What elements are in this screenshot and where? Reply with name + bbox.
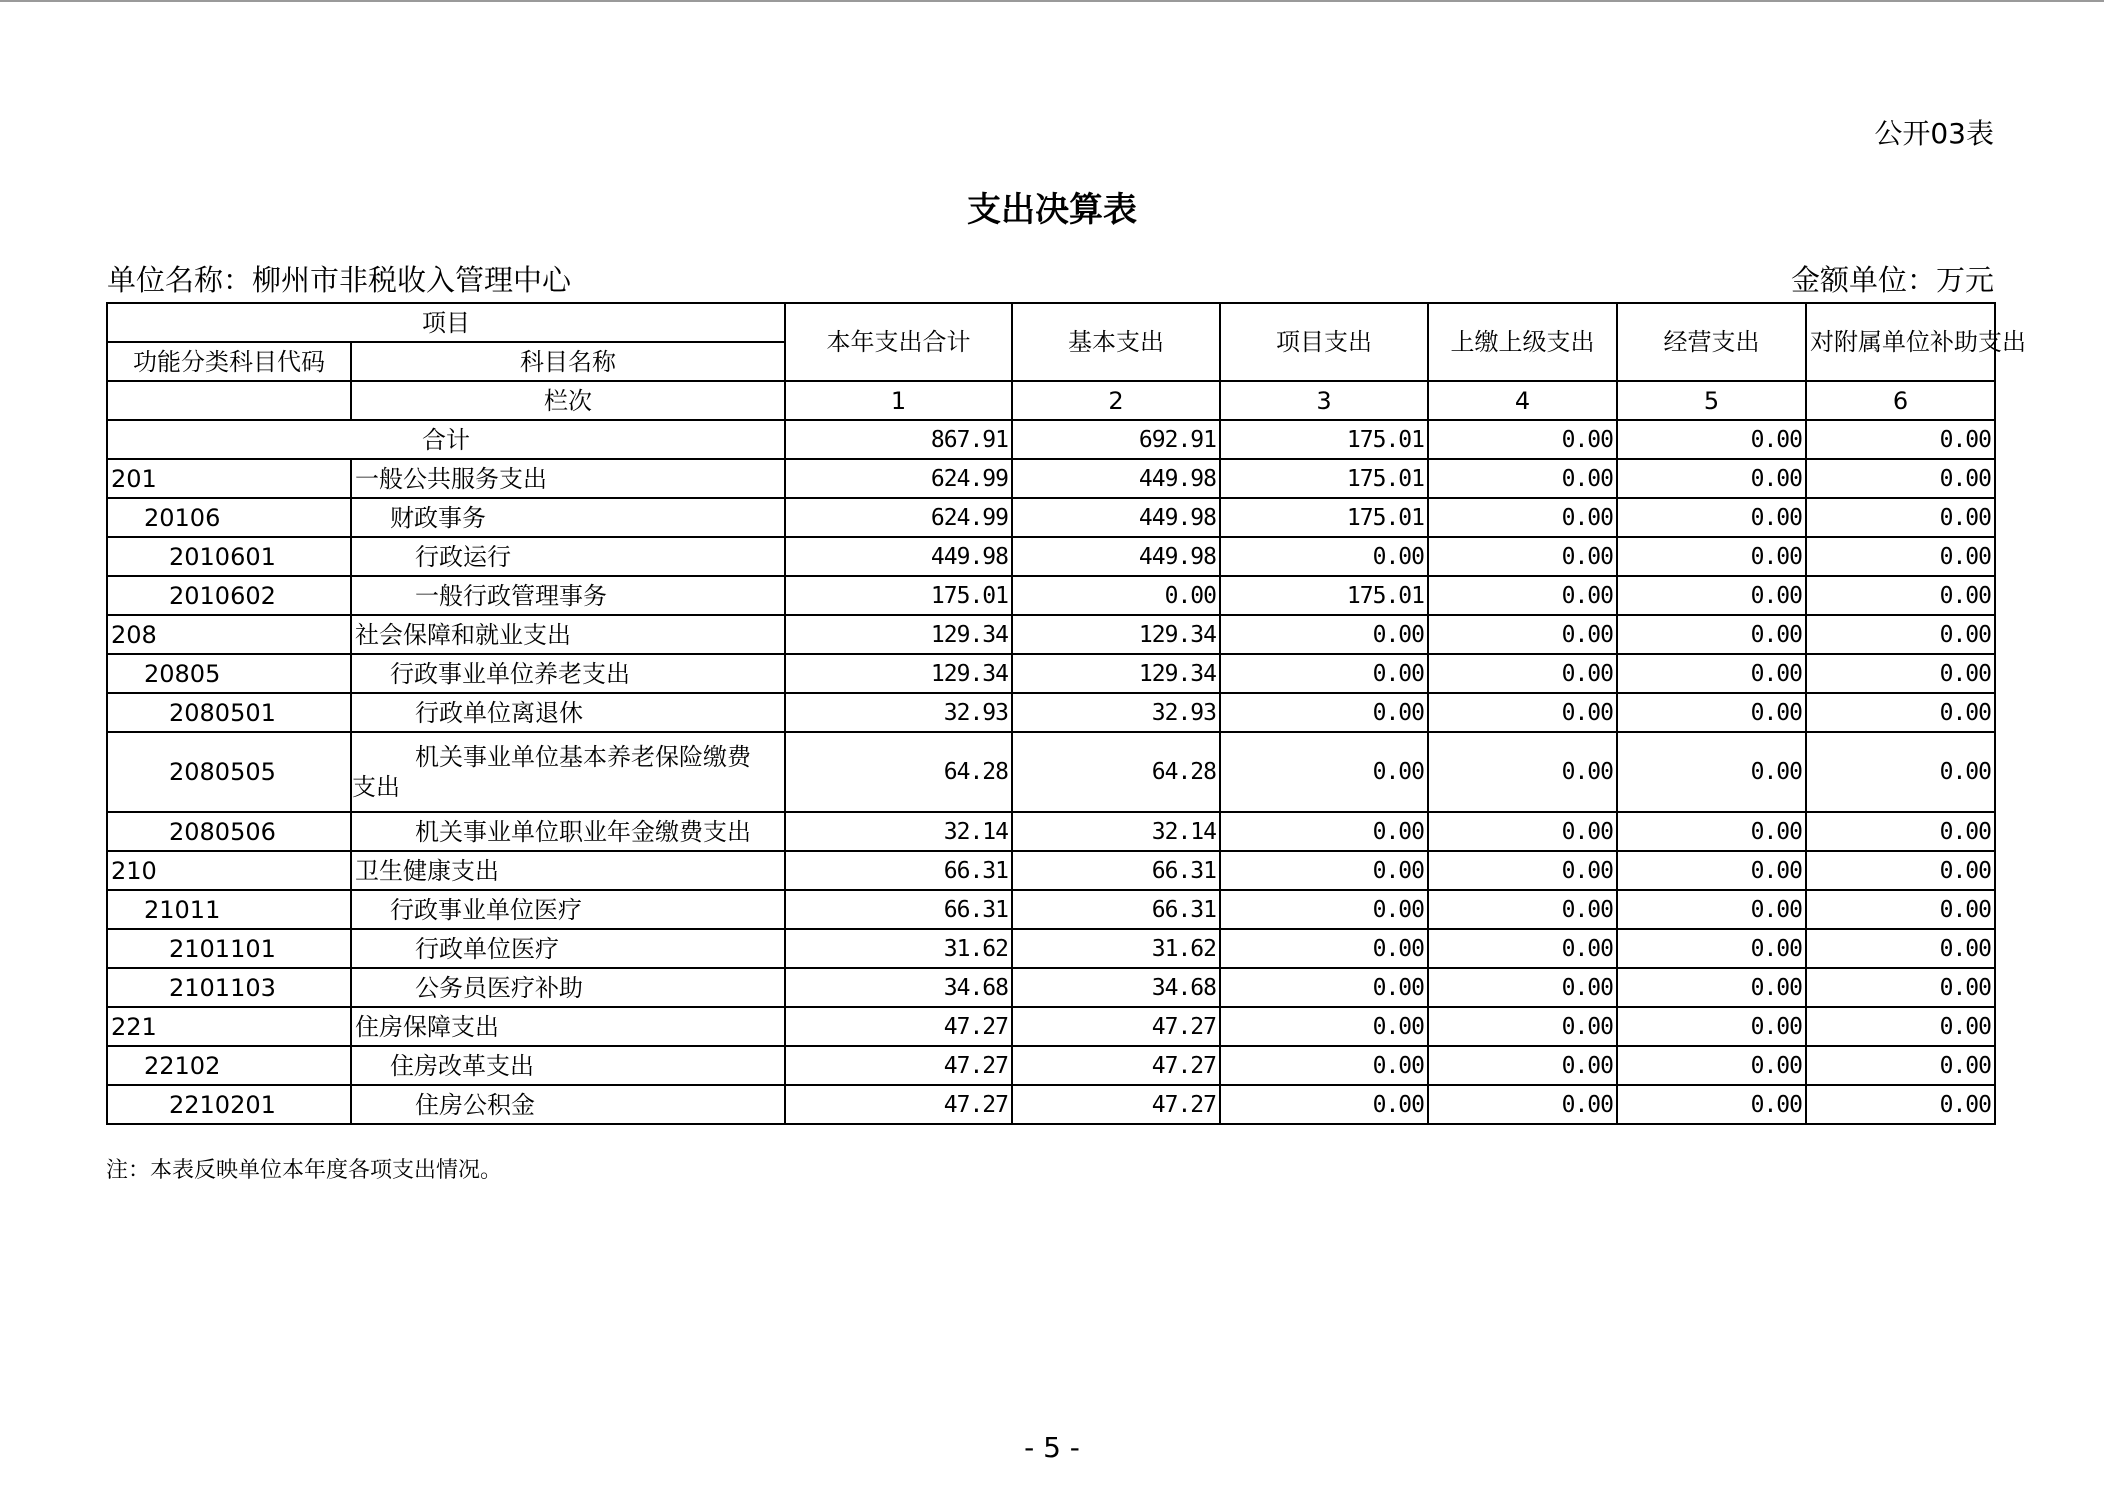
- amount-cell: 449.98: [1012, 459, 1220, 498]
- amount-cell: 0.00: [1220, 615, 1428, 654]
- column-index: 3: [1220, 381, 1428, 420]
- amount-cell: 0.00: [1428, 732, 1617, 812]
- document-title: 支出决算表: [967, 190, 1137, 230]
- column-index: 5: [1617, 381, 1806, 420]
- subject-name: 一般行政管理事务: [351, 576, 785, 615]
- amount-cell: 0.00: [1428, 929, 1617, 968]
- summary-value: 0.00: [1806, 420, 1995, 459]
- money-unit: 金额单位：万元: [1790, 263, 1994, 297]
- amount-cell: 0.00: [1428, 1007, 1617, 1046]
- amount-cell: 0.00: [1806, 459, 1995, 498]
- amount-cell: 0.00: [1806, 732, 1995, 812]
- subject-name: 住房公积金: [351, 1085, 785, 1124]
- subject-code: 20106: [107, 498, 351, 537]
- table-row: [107, 498, 1995, 537]
- amount-cell: 624.99: [785, 459, 1012, 498]
- amount-cell: 0.00: [1428, 615, 1617, 654]
- amount-cell: 0.00: [1617, 890, 1806, 929]
- subject-code: 20805: [107, 654, 351, 693]
- amount-cell: 0.00: [1428, 654, 1617, 693]
- amount-cell: 0.00: [1617, 1007, 1806, 1046]
- column-index-label: 栏次: [351, 381, 785, 420]
- subject-code: 2010602: [107, 576, 351, 615]
- subject-name: 公务员医疗补助: [351, 968, 785, 1007]
- table-row: [107, 615, 1995, 654]
- header-business: 经营支出: [1617, 303, 1806, 381]
- subject-name-continuation: 支出: [352, 773, 400, 801]
- amount-cell: 449.98: [785, 537, 1012, 576]
- amount-cell: 0.00: [1428, 851, 1617, 890]
- amount-cell: 0.00: [1617, 615, 1806, 654]
- amount-cell: 34.68: [1012, 968, 1220, 1007]
- subject-name: [351, 732, 785, 812]
- subject-name: 住房保障支出: [351, 1007, 785, 1046]
- amount-cell: 0.00: [1617, 459, 1806, 498]
- amount-cell: 0.00: [1806, 929, 1995, 968]
- amount-cell: 0.00: [1012, 576, 1220, 615]
- table-row: [107, 654, 1995, 693]
- amount-cell: 0.00: [1220, 654, 1428, 693]
- subject-code: 2210201: [107, 1085, 351, 1124]
- amount-cell: 0.00: [1220, 1007, 1428, 1046]
- table-row: [107, 968, 1995, 1007]
- subject-code: 201: [107, 459, 351, 498]
- subject-code: 21011: [107, 890, 351, 929]
- subject-name: 行政事业单位养老支出: [351, 654, 785, 693]
- subject-name: 住房改革支出: [351, 1046, 785, 1085]
- table-row: [107, 890, 1995, 929]
- page-number: - 5 -: [1024, 1431, 1080, 1464]
- amount-cell: 129.34: [1012, 615, 1220, 654]
- amount-cell: 0.00: [1428, 968, 1617, 1007]
- header-total: 本年支出合计: [785, 303, 1012, 381]
- amount-cell: 0.00: [1806, 615, 1995, 654]
- amount-cell: 0.00: [1617, 537, 1806, 576]
- amount-cell: 0.00: [1806, 890, 1995, 929]
- amount-cell: 0.00: [1220, 1046, 1428, 1085]
- expenditure-table: [106, 302, 2026, 1125]
- table-row: [107, 459, 1995, 498]
- amount-cell: 0.00: [1617, 654, 1806, 693]
- amount-cell: 449.98: [1012, 498, 1220, 537]
- subject-code: 221: [107, 1007, 351, 1046]
- column-index: 6: [1806, 381, 1995, 420]
- table-row: [107, 851, 1995, 890]
- table-row: [107, 537, 1995, 576]
- summary-value: 0.00: [1617, 420, 1806, 459]
- amount-cell: 0.00: [1428, 459, 1617, 498]
- amount-cell: 175.01: [1220, 498, 1428, 537]
- subject-name: 机关事业单位职业年金缴费支出: [351, 812, 785, 851]
- amount-cell: 0.00: [1806, 1007, 1995, 1046]
- summary-value: 0.00: [1428, 420, 1617, 459]
- amount-cell: 0.00: [1806, 576, 1995, 615]
- amount-cell: 175.01: [785, 576, 1012, 615]
- subject-code: 2080501: [107, 693, 351, 732]
- subject-name: 行政事业单位医疗: [351, 890, 785, 929]
- header-subsidiary: 对附属单位补助支出: [1806, 303, 1995, 381]
- subject-name: 行政单位离退休: [351, 693, 785, 732]
- amount-cell: 47.27: [785, 1046, 1012, 1085]
- subject-name: 行政单位医疗: [351, 929, 785, 968]
- header-row-1: [107, 303, 1995, 342]
- amount-cell: 0.00: [1617, 968, 1806, 1007]
- amount-cell: 0.00: [1428, 576, 1617, 615]
- amount-cell: 47.27: [785, 1007, 1012, 1046]
- amount-cell: 47.27: [1012, 1007, 1220, 1046]
- subject-name: 行政运行: [351, 537, 785, 576]
- column-index-blank: [107, 381, 351, 420]
- top-border-line: [0, 0, 2104, 2]
- amount-cell: 32.93: [785, 693, 1012, 732]
- amount-cell: 624.99: [785, 498, 1012, 537]
- amount-cell: 0.00: [1428, 693, 1617, 732]
- amount-cell: 0.00: [1220, 1085, 1428, 1124]
- amount-cell: 32.93: [1012, 693, 1220, 732]
- amount-cell: 0.00: [1220, 929, 1428, 968]
- column-index-row: [107, 381, 1995, 420]
- amount-cell: 0.00: [1806, 654, 1995, 693]
- subject-code: 2101103: [107, 968, 351, 1007]
- subject-code: 2101101: [107, 929, 351, 968]
- amount-cell: 0.00: [1220, 968, 1428, 1007]
- amount-cell: 0.00: [1428, 537, 1617, 576]
- header-item: 项目: [107, 303, 785, 342]
- amount-cell: 0.00: [1617, 851, 1806, 890]
- table-row: [107, 732, 1995, 812]
- amount-cell: 31.62: [1012, 929, 1220, 968]
- header-code: 功能分类科目代码: [107, 342, 351, 381]
- unit-name: 单位名称：柳州市非税收入管理中心: [107, 263, 572, 297]
- amount-cell: 129.34: [785, 615, 1012, 654]
- amount-cell: 0.00: [1220, 812, 1428, 851]
- summary-value: 692.91: [1012, 420, 1220, 459]
- table-note: 注：本表反映单位本年度各项支出情况。: [106, 1158, 503, 1183]
- table-row: [107, 1007, 1995, 1046]
- column-index: 2: [1012, 381, 1220, 420]
- column-index: 4: [1428, 381, 1617, 420]
- amount-cell: 0.00: [1617, 498, 1806, 537]
- table-row: [107, 929, 1995, 968]
- summary-value: 867.91: [785, 420, 1012, 459]
- header-project: 项目支出: [1220, 303, 1428, 381]
- amount-cell: 66.31: [785, 851, 1012, 890]
- amount-cell: 66.31: [1012, 851, 1220, 890]
- amount-cell: 0.00: [1617, 1046, 1806, 1085]
- amount-cell: 0.00: [1806, 693, 1995, 732]
- amount-cell: 0.00: [1617, 812, 1806, 851]
- summary-label: 合计: [107, 420, 785, 459]
- amount-cell: 0.00: [1428, 498, 1617, 537]
- amount-cell: 0.00: [1617, 929, 1806, 968]
- amount-cell: 0.00: [1428, 1085, 1617, 1124]
- amount-cell: 175.01: [1220, 576, 1428, 615]
- amount-cell: 0.00: [1806, 1085, 1995, 1124]
- subject-name: 财政事务: [351, 498, 785, 537]
- table-row: [107, 576, 1995, 615]
- amount-cell: 47.27: [1012, 1085, 1220, 1124]
- amount-cell: 64.28: [785, 732, 1012, 812]
- amount-cell: 0.00: [1617, 732, 1806, 812]
- amount-cell: 0.00: [1428, 1046, 1617, 1085]
- amount-cell: 34.68: [785, 968, 1012, 1007]
- amount-cell: 0.00: [1806, 968, 1995, 1007]
- header-upper: 上缴上级支出: [1428, 303, 1617, 381]
- table-row: [107, 1046, 1995, 1085]
- amount-cell: 66.31: [1012, 890, 1220, 929]
- subject-name: 卫生健康支出: [351, 851, 785, 890]
- amount-cell: 0.00: [1617, 693, 1806, 732]
- amount-cell: 47.27: [785, 1085, 1012, 1124]
- amount-cell: 0.00: [1220, 732, 1428, 812]
- summary-row: [107, 420, 1995, 459]
- subject-code: 2080505: [107, 732, 351, 812]
- amount-cell: 129.34: [785, 654, 1012, 693]
- amount-cell: 0.00: [1428, 890, 1617, 929]
- subject-code: 22102: [107, 1046, 351, 1085]
- amount-cell: 0.00: [1220, 890, 1428, 929]
- amount-cell: 175.01: [1220, 459, 1428, 498]
- amount-cell: 0.00: [1220, 537, 1428, 576]
- subject-code: 208: [107, 615, 351, 654]
- amount-cell: 64.28: [1012, 732, 1220, 812]
- subject-code: 2080506: [107, 812, 351, 851]
- amount-cell: 47.27: [1012, 1046, 1220, 1085]
- subject-code: 210: [107, 851, 351, 890]
- header-basic: 基本支出: [1012, 303, 1220, 381]
- amount-cell: 129.34: [1012, 654, 1220, 693]
- subject-name-line: 机关事业单位基本养老保险缴费: [415, 743, 751, 771]
- amount-cell: 0.00: [1806, 537, 1995, 576]
- amount-cell: 66.31: [785, 890, 1012, 929]
- amount-cell: 0.00: [1806, 851, 1995, 890]
- table-row: [107, 1085, 1995, 1124]
- amount-cell: 0.00: [1806, 1046, 1995, 1085]
- amount-cell: 0.00: [1806, 812, 1995, 851]
- header-name: 科目名称: [351, 342, 785, 381]
- amount-cell: 0.00: [1617, 1085, 1806, 1124]
- subject-code: 2010601: [107, 537, 351, 576]
- amount-cell: 0.00: [1220, 693, 1428, 732]
- column-index: 1: [785, 381, 1012, 420]
- amount-cell: 0.00: [1617, 576, 1806, 615]
- summary-value: 175.01: [1220, 420, 1428, 459]
- table-row: [107, 812, 1995, 851]
- subject-name: 一般公共服务支出: [351, 459, 785, 498]
- amount-cell: 31.62: [785, 929, 1012, 968]
- amount-cell: 32.14: [785, 812, 1012, 851]
- amount-cell: 32.14: [1012, 812, 1220, 851]
- form-number: 公开03表: [1874, 117, 1994, 150]
- subject-name: 社会保障和就业支出: [351, 615, 785, 654]
- amount-cell: 0.00: [1428, 812, 1617, 851]
- amount-cell: 0.00: [1220, 851, 1428, 890]
- amount-cell: 449.98: [1012, 537, 1220, 576]
- amount-cell: 0.00: [1806, 498, 1995, 537]
- table-row: [107, 693, 1995, 732]
